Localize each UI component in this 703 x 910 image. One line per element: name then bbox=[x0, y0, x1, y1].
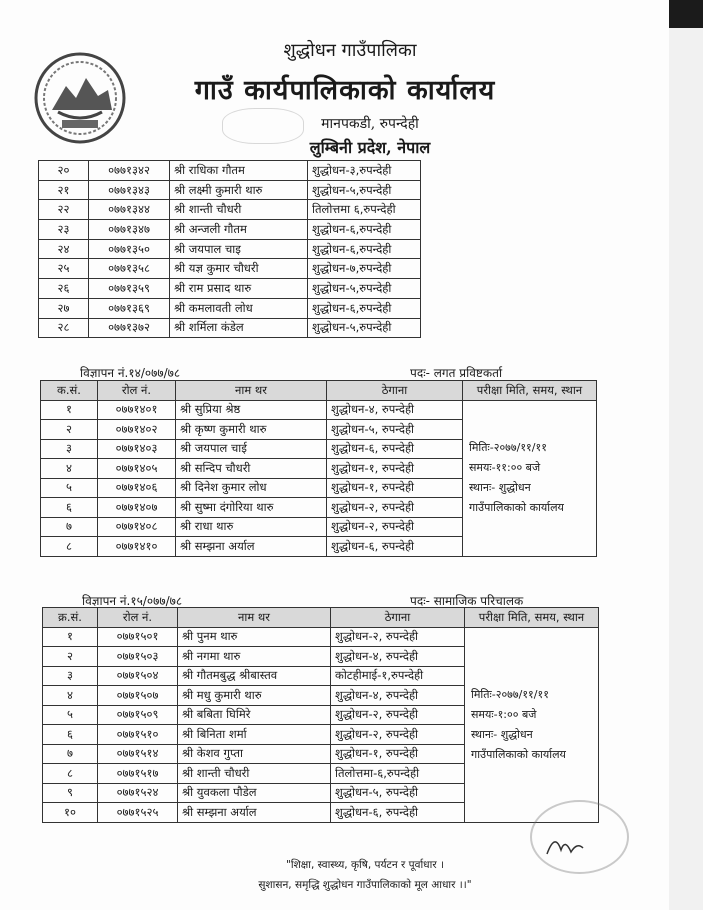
sn-cell: २ bbox=[43, 647, 98, 667]
name-cell: श्री सन्दिप चौधरी bbox=[176, 459, 327, 479]
name-cell: श्री जयपाल चाइ bbox=[170, 239, 308, 259]
section3-title: विज्ञापन नं.१५/०७७/७८ bbox=[82, 594, 183, 608]
sn-cell: ४ bbox=[43, 686, 98, 706]
address-cell: शुद्धोधन-४, रुपन्देही bbox=[331, 647, 465, 667]
roll-cell: ०७७१३५९ bbox=[89, 279, 170, 299]
footer-slogan-1: "शिक्षा, स्वास्थ्य, कृषि, पर्यटन र पूर्वाधार । bbox=[286, 859, 444, 871]
address-cell: शुद्धोधन-६,रुपन्देही bbox=[308, 298, 421, 318]
section2-post: पदः- लगत प्रविष्टकर्ता bbox=[410, 366, 503, 380]
sn-cell: १ bbox=[41, 400, 98, 420]
section3-post: पदः- सामाजिक परिचालक bbox=[410, 594, 524, 608]
column-header: परीक्षा मिति, समय, स्थान bbox=[465, 608, 599, 628]
roll-cell: ०७७१४०६ bbox=[98, 478, 176, 498]
roll-cell: ०७७१४०८ bbox=[98, 517, 176, 537]
exam-detail-line: समयः-११:०० बजे bbox=[469, 461, 541, 474]
column-header: नाम थर bbox=[176, 381, 327, 401]
address-cell: शुद्धोधन-५,रुपन्देही bbox=[308, 318, 421, 338]
table-row bbox=[39, 279, 421, 299]
roll-cell: ०७७१४१० bbox=[98, 537, 176, 557]
name-cell: श्री बिनिता शर्मा bbox=[178, 725, 331, 745]
exam-detail-line: स्थानः- शुद्धोधन bbox=[469, 481, 531, 494]
name-cell: श्री गौतमबुद्ध श्रीबास्तव bbox=[178, 666, 331, 686]
name-cell: श्री राधिका गौतम bbox=[170, 161, 308, 181]
sn-cell: २२ bbox=[39, 200, 89, 220]
name-cell: श्री शान्ती चौधरी bbox=[170, 200, 308, 220]
address-cell: शुद्धोधन-६,रुपन्देही bbox=[308, 220, 421, 240]
roll-cell: ०७७१३६९ bbox=[89, 298, 170, 318]
candidate-table-14 bbox=[40, 380, 597, 557]
sn-cell: २५ bbox=[39, 259, 89, 279]
table-row bbox=[43, 627, 599, 647]
roll-cell: ०७७१४०३ bbox=[98, 439, 176, 459]
sn-cell: ३ bbox=[43, 666, 98, 686]
name-cell: श्री मधु कुमारी थारु bbox=[178, 686, 331, 706]
column-header: परीक्षा मिति, समय, स्थान bbox=[463, 381, 597, 401]
footer-slogan-2: सुशासन, समृद्धि शुद्धोधन गाउँपालिकाको मूल आधार ।।" bbox=[258, 879, 472, 891]
scan-edge bbox=[669, 0, 703, 910]
column-header: रोल नं. bbox=[98, 381, 176, 401]
address-cell: शुद्धोधन-३,रुपन्देही bbox=[308, 161, 421, 181]
name-cell: श्री नगमा थारु bbox=[178, 647, 331, 667]
roll-cell: ०७७१३४२ bbox=[89, 161, 170, 181]
column-header: क.सं. bbox=[41, 381, 98, 401]
name-cell: श्री सम्झना अर्याल bbox=[178, 803, 331, 823]
municipality-name: शुद्धोधन गाउँपालिका bbox=[283, 40, 417, 61]
name-cell: श्री शर्मिला कंडेल bbox=[170, 318, 308, 338]
sn-cell: ५ bbox=[41, 478, 98, 498]
table-row bbox=[39, 298, 421, 318]
column-header: क्र.सं. bbox=[43, 608, 98, 628]
exam-detail-line: गाउँपालिकाको कार्यालय bbox=[471, 747, 566, 761]
address-cell: शुद्धोधन-२, रुपन्देही bbox=[331, 627, 465, 647]
column-header: ठेगाना bbox=[331, 608, 465, 628]
sn-cell: २ bbox=[41, 420, 98, 440]
office-address: मानपकडी, रुपन्देही bbox=[321, 116, 419, 132]
candidate-table-continued bbox=[38, 160, 421, 338]
province-name: लुम्बिनी प्रदेश, नेपाल bbox=[309, 138, 431, 157]
sn-cell: २४ bbox=[39, 239, 89, 259]
roll-cell: ०७७१४०२ bbox=[98, 420, 176, 440]
sn-cell: ७ bbox=[43, 744, 98, 764]
name-cell: श्री कमलावती लोध bbox=[170, 298, 308, 318]
name-cell: श्री यज्ञ कुमार चौधरी bbox=[170, 259, 308, 279]
sn-cell: ६ bbox=[41, 498, 98, 518]
address-cell: शुद्धोधन-१, रुपन्देही bbox=[327, 459, 463, 479]
sn-cell: २७ bbox=[39, 298, 89, 318]
signature-icon bbox=[545, 830, 585, 860]
table-row bbox=[39, 239, 421, 259]
sn-cell: ४ bbox=[41, 459, 98, 479]
name-cell: श्री कृष्ण कुमारी थारु bbox=[176, 420, 327, 440]
roll-cell: ०७७१५१० bbox=[98, 725, 178, 745]
column-header: रोल नं. bbox=[98, 608, 178, 628]
sn-cell: ३ bbox=[41, 439, 98, 459]
address-cell: शुद्धोधन-५,रुपन्देही bbox=[308, 279, 421, 299]
name-cell: श्री जयपाल चाई bbox=[176, 439, 327, 459]
exam-details-cell bbox=[465, 627, 599, 822]
roll-cell: ०७७१५२५ bbox=[98, 803, 178, 823]
name-cell: श्री अन्जली गौतम bbox=[170, 220, 308, 240]
scan-corner bbox=[669, 0, 703, 28]
roll-cell: ०७७१५०३ bbox=[98, 647, 178, 667]
name-cell: श्री बबिता घिमिरे bbox=[178, 705, 331, 725]
roll-cell: ०७७१५१७ bbox=[98, 764, 178, 784]
name-cell: श्री लक्ष्मी कुमारी थारु bbox=[170, 180, 308, 200]
address-cell: शुद्धोधन-२, रुपन्देही bbox=[331, 705, 465, 725]
sn-cell: ५ bbox=[43, 705, 98, 725]
address-cell: शुद्धोधन-२, रुपन्देही bbox=[327, 517, 463, 537]
sn-cell: ६ bbox=[43, 725, 98, 745]
roll-cell: ०७७१३५० bbox=[89, 239, 170, 259]
address-cell: शुद्धोधन-६, रुपन्देही bbox=[331, 803, 465, 823]
address-cell: शुद्धोधन-४, रुपन्देही bbox=[327, 400, 463, 420]
sn-cell: २८ bbox=[39, 318, 89, 338]
address-cell: शुद्धोधन-१, रुपन्देही bbox=[327, 478, 463, 498]
roll-cell: ०७७१५०४ bbox=[98, 666, 178, 686]
name-cell: श्री केशव गुप्ता bbox=[178, 744, 331, 764]
exam-detail-line: मितिः-२०७७/११/११ bbox=[469, 441, 547, 454]
address-cell: शुद्धोधन-६, रुपन्देही bbox=[327, 537, 463, 557]
sn-cell: १ bbox=[43, 627, 98, 647]
address-cell: तिलोत्तमा-६,रुपन्देही bbox=[331, 764, 465, 784]
roll-cell: ०७७१४०५ bbox=[98, 459, 176, 479]
table-row bbox=[39, 259, 421, 279]
address-cell: शुद्धोधन-५,रुपन्देही bbox=[308, 180, 421, 200]
roll-cell: ०७७१४०७ bbox=[98, 498, 176, 518]
address-cell: शुद्धोधन-२, रुपन्देही bbox=[327, 498, 463, 518]
sn-cell: ८ bbox=[41, 537, 98, 557]
name-cell: श्री शान्ती चौधरी bbox=[178, 764, 331, 784]
roll-cell: ०७७१३४३ bbox=[89, 180, 170, 200]
exam-details-cell bbox=[463, 400, 597, 556]
sn-cell: २१ bbox=[39, 180, 89, 200]
roll-cell: ०७७१३४४ bbox=[89, 200, 170, 220]
column-header: ठेगाना bbox=[327, 381, 463, 401]
address-cell: शुद्धोधन-१, रुपन्देही bbox=[331, 744, 465, 764]
nepal-emblem-icon bbox=[32, 50, 128, 146]
name-cell: श्री सुष्मा दंगोरिया थारु bbox=[176, 498, 327, 518]
table-row bbox=[41, 400, 597, 420]
name-cell: श्री दिनेश कुमार लोध bbox=[176, 478, 327, 498]
address-cell: तिलोत्तमा ६,रुपन्देही bbox=[308, 200, 421, 220]
table-row bbox=[39, 161, 421, 181]
roll-cell: ०७७१३५८ bbox=[89, 259, 170, 279]
sn-cell: १० bbox=[43, 803, 98, 823]
table-row bbox=[39, 200, 421, 220]
name-cell: श्री सुप्रिया श्रेष्ठ bbox=[176, 400, 327, 420]
roll-cell: ०७७१५०९ bbox=[98, 705, 178, 725]
name-cell: श्री पुनम थारु bbox=[178, 627, 331, 647]
roll-cell: ०७७१५२४ bbox=[98, 783, 178, 803]
candidate-table-15 bbox=[42, 607, 599, 823]
name-cell: श्री राधा थारु bbox=[176, 517, 327, 537]
exam-detail-line: स्थानः- शुद्धोधन bbox=[471, 727, 533, 741]
roll-cell: ०७७१३४७ bbox=[89, 220, 170, 240]
table-row bbox=[39, 318, 421, 338]
name-cell: श्री युवकला पौडेल bbox=[178, 783, 331, 803]
roll-cell: ०७७१३७२ bbox=[89, 318, 170, 338]
office-title: गाउँ कार्यपालिकाको कार्यालय bbox=[194, 75, 496, 106]
address-cell: कोटहीमाई-१,रुपन्देही bbox=[331, 666, 465, 686]
table-row bbox=[39, 220, 421, 240]
sn-cell: २० bbox=[39, 161, 89, 181]
address-cell: शुद्धोधन-२, रुपन्देही bbox=[331, 725, 465, 745]
section2-title: विज्ञापन नं.१४/०७७/७८ bbox=[80, 366, 181, 380]
name-cell: श्री सम्झना अर्याल bbox=[176, 537, 327, 557]
roll-cell: ०७७१५०१ bbox=[98, 627, 178, 647]
roll-cell: ०७७१५१४ bbox=[98, 744, 178, 764]
address-cell: शुद्धोधन-७,रुपन्देही bbox=[308, 259, 421, 279]
name-cell: श्री राम प्रसाद थारु bbox=[170, 279, 308, 299]
column-header: नाम थर bbox=[178, 608, 331, 628]
sn-cell: २६ bbox=[39, 279, 89, 299]
exam-detail-line: मितिः-२०७७/११/११ bbox=[471, 687, 549, 701]
table-row bbox=[39, 180, 421, 200]
address-cell: शुद्धोधन-६,रुपन्देही bbox=[308, 239, 421, 259]
address-cell: शुद्धोधन-६, रुपन्देही bbox=[327, 439, 463, 459]
address-cell: शुद्धोधन-५, रुपन्देही bbox=[327, 420, 463, 440]
sn-cell: ७ bbox=[41, 517, 98, 537]
exam-detail-line: समयः-१:०० बजे bbox=[471, 707, 537, 721]
sn-cell: ८ bbox=[43, 764, 98, 784]
sn-cell: ९ bbox=[43, 783, 98, 803]
roll-cell: ०७७१४०१ bbox=[98, 400, 176, 420]
address-cell: शुद्धोधन-४, रुपन्देही bbox=[331, 686, 465, 706]
address-cell: शुद्धोधन-५, रुपन्देही bbox=[331, 783, 465, 803]
exam-detail-line: गाउँपालिकाको कार्यालय bbox=[469, 501, 564, 514]
roll-cell: ०७७१५०७ bbox=[98, 686, 178, 706]
sn-cell: २३ bbox=[39, 220, 89, 240]
